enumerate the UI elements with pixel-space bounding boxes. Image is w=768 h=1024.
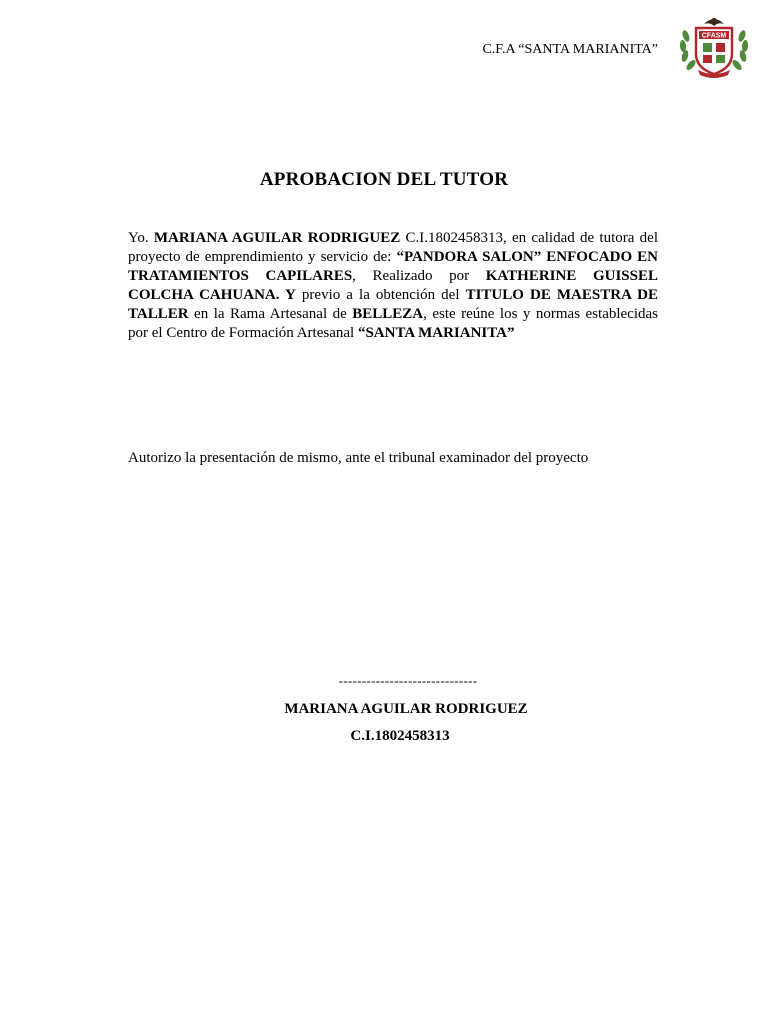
- document-title: APROBACION DEL TUTOR: [259, 169, 509, 190]
- paragraph-text-4: previo a la obtención del: [295, 287, 466, 303]
- signer-name: MARIANA AGUILAR RODRIGUEZ: [284, 701, 528, 717]
- institution-name: C.F.A “SANTA MARIANITA”: [482, 42, 658, 57]
- project-name-bold: “PANDORA SALON” ENFOCADO EN TRATAMIENTOS CAPILARES: [128, 249, 659, 284]
- student-name-bold: KATHERINE GUISSEL COLCHA CAHUANA. Y: [128, 268, 658, 303]
- signature-line: ------------------------------: [338, 673, 478, 688]
- authorization-statement: Autorizo la presentación de mismo, ante el tribunal examinador del proyecto: [128, 450, 589, 466]
- branch-name-bold: BELLEZA: [352, 306, 424, 322]
- paragraph-text-2: C.I.1802458313, en calidad de tutora del proyecto de emprendimiento y servicio de:: [128, 230, 658, 265]
- signer-id: C.I.1802458313: [350, 728, 450, 744]
- paragraph-text-1: Yo.: [128, 230, 154, 246]
- crest-text: CFASM: [701, 32, 727, 40]
- institution-crest-logo: [674, 14, 754, 80]
- degree-title-bold: TITULO DE MAESTRA DE TALLER: [128, 287, 658, 322]
- paragraph-text-3: , Realizado por: [352, 268, 486, 284]
- center-name-bold: “SANTA MARIANITA”: [357, 325, 515, 341]
- approval-paragraph: [128, 229, 658, 343]
- paragraph-text-5: en la Rama Artesanal de: [188, 306, 353, 322]
- tutor-name-bold: MARIANA AGUILAR RODRIGUEZ: [153, 230, 401, 246]
- paragraph-text-6: , este reúne los y normas establecidas por el Centro de Formación Artesanal: [128, 306, 658, 341]
